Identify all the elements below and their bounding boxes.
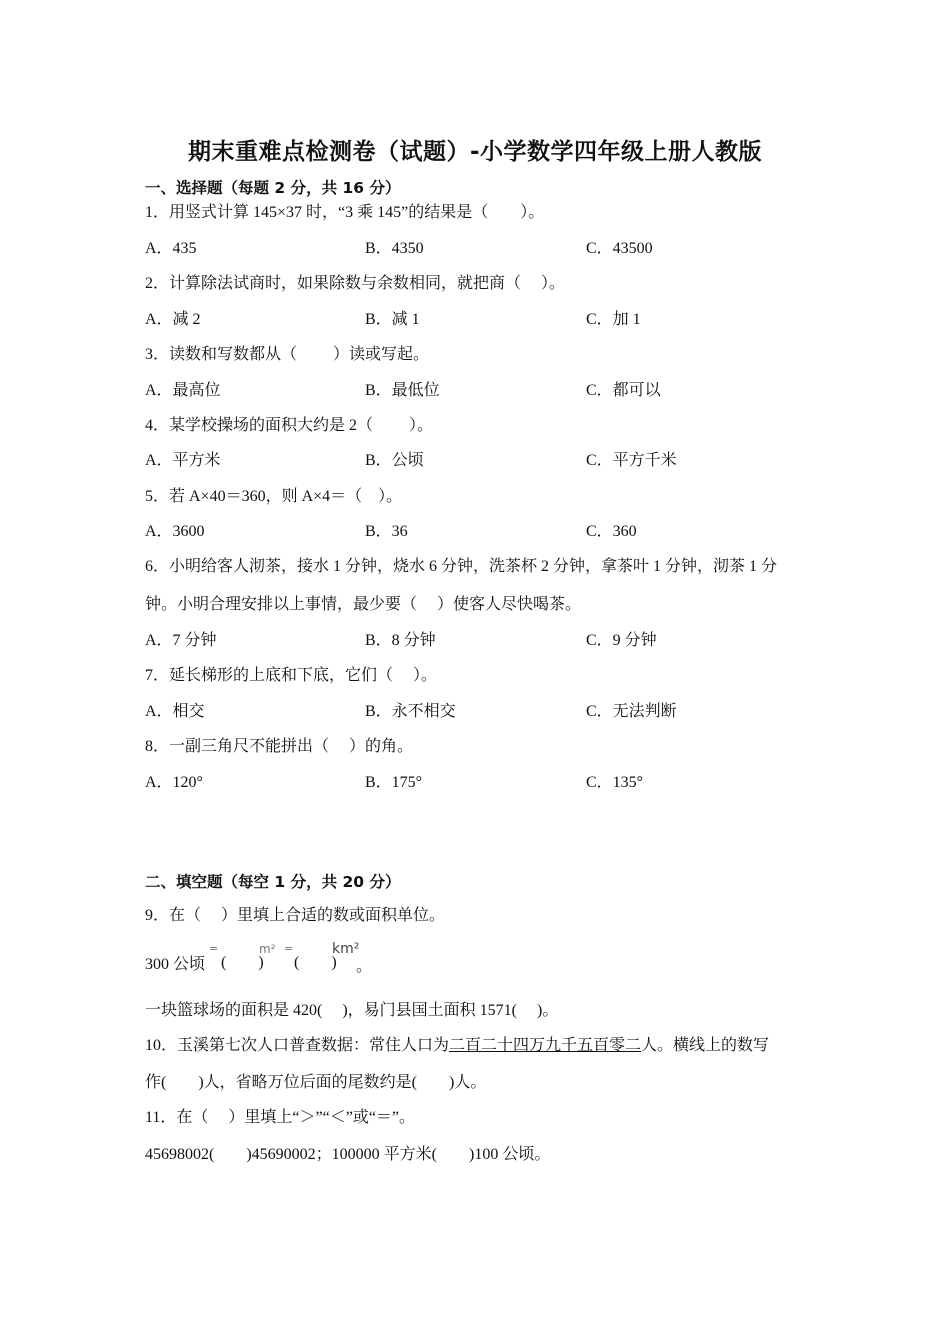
q1-option-a: A．435 [145,240,197,257]
q3-option-c: C．都可以 [586,382,661,399]
question-6: 6．小明给客人沏茶，接水 1 分钟，烧水 6 分钟，洗茶杯 2 分钟，拿茶叶 1 分钟，沏茶 1 分 [145,558,778,575]
question-5: 5．若 A×40＝360，则 A×4＝（ ）。 [145,488,403,505]
section-heading-choice: 一、选择题（每题 2 分，共 16 分） [145,179,401,197]
question-7: 7．延长梯形的上底和下底，它们（ ）。 [145,667,438,684]
question-3: 3．读数和写数都从（ ）读或写起。 [145,346,430,363]
q9-equals-2: = [284,942,294,955]
q5-option-a: A．3600 [145,523,205,540]
question-9-line2: 一块篮球场的面积是 420( )，易门县国土面积 1571( )。 [145,1002,559,1019]
q6-option-c: C．9 分钟 [586,632,657,649]
page-title: 期末重难点检测卷（试题）-小学数学四年级上册人教版 [187,139,763,165]
question-8: 8．一副三角尺不能拼出（ ）的角。 [145,738,414,755]
q7-option-a: A．相交 [145,703,205,720]
q9-unit-m2: m² [259,942,276,956]
q9-period: 。 [356,958,373,975]
question-10 [145,1035,769,1057]
q9-conversion-prefix: 300 公顷 [145,956,206,973]
question-1: 1．用竖式计算 145×37 时，“3 乘 145”的结果是（ ）。 [145,204,545,221]
q10-text-a: 10．玉溪第七次人口普查数据：常住人口为 [145,1037,450,1054]
q7-option-c: C．无法判断 [586,703,677,720]
q4-option-a: A．平方米 [145,452,221,469]
q9-blank-1: ( ) [221,954,264,971]
q9-blank-2: ( ) [294,954,337,971]
question-4: 4．某学校操场的面积大约是 2（ ）。 [145,417,434,434]
question-2: 2．计算除法试商时，如果除数与余数相同，就把商（ ）。 [145,275,566,292]
q4-option-c: C．平方千米 [586,452,677,469]
q9-equals-1: = [209,942,219,955]
q3-option-b: B．最低位 [365,382,440,399]
q1-option-c: C．43500 [586,240,653,257]
question-6-cont: 钟。小明合理安排以上事情，最少要（ ）使客人尽快喝茶。 [145,596,582,613]
q9-unit-km2: km² [332,941,360,957]
question-11: 11．在（ ）里填上“＞”“＜”或“＝”。 [145,1109,416,1126]
q6-option-b: B．8 分钟 [365,632,436,649]
section-heading-fill: 二、填空题（每空 1 分，共 20 分） [145,873,401,891]
q2-option-b: B．减 1 [365,311,420,328]
q3-option-a: A．最高位 [145,382,221,399]
q10-text-b: 人。横线上的数写 [641,1037,770,1054]
q4-option-b: B．公顷 [365,452,424,469]
q6-option-a: A．7 分钟 [145,632,217,649]
q8-option-a: A．120° [145,774,203,791]
q2-option-a: A．减 2 [145,311,201,328]
question-9: 9．在（ ）里填上合适的数或面积单位。 [145,907,446,924]
q8-option-b: B．175° [365,774,423,791]
q7-option-b: B．永不相交 [365,703,456,720]
q2-option-c: C．加 1 [586,311,641,328]
question-11-line2: 45698002( )45690002；100000 平方米( )100 公顷。 [145,1146,551,1163]
question-10-line2: 作( )人，省略万位后面的尾数约是( )人。 [145,1074,487,1091]
q1-option-b: B．4350 [365,240,424,257]
q8-option-c: C．135° [586,774,644,791]
q5-option-c: C．360 [586,523,637,540]
q10-underlined-number: 二百二十四万九千五百零二 [449,1037,642,1054]
q5-option-b: B．36 [365,523,408,540]
